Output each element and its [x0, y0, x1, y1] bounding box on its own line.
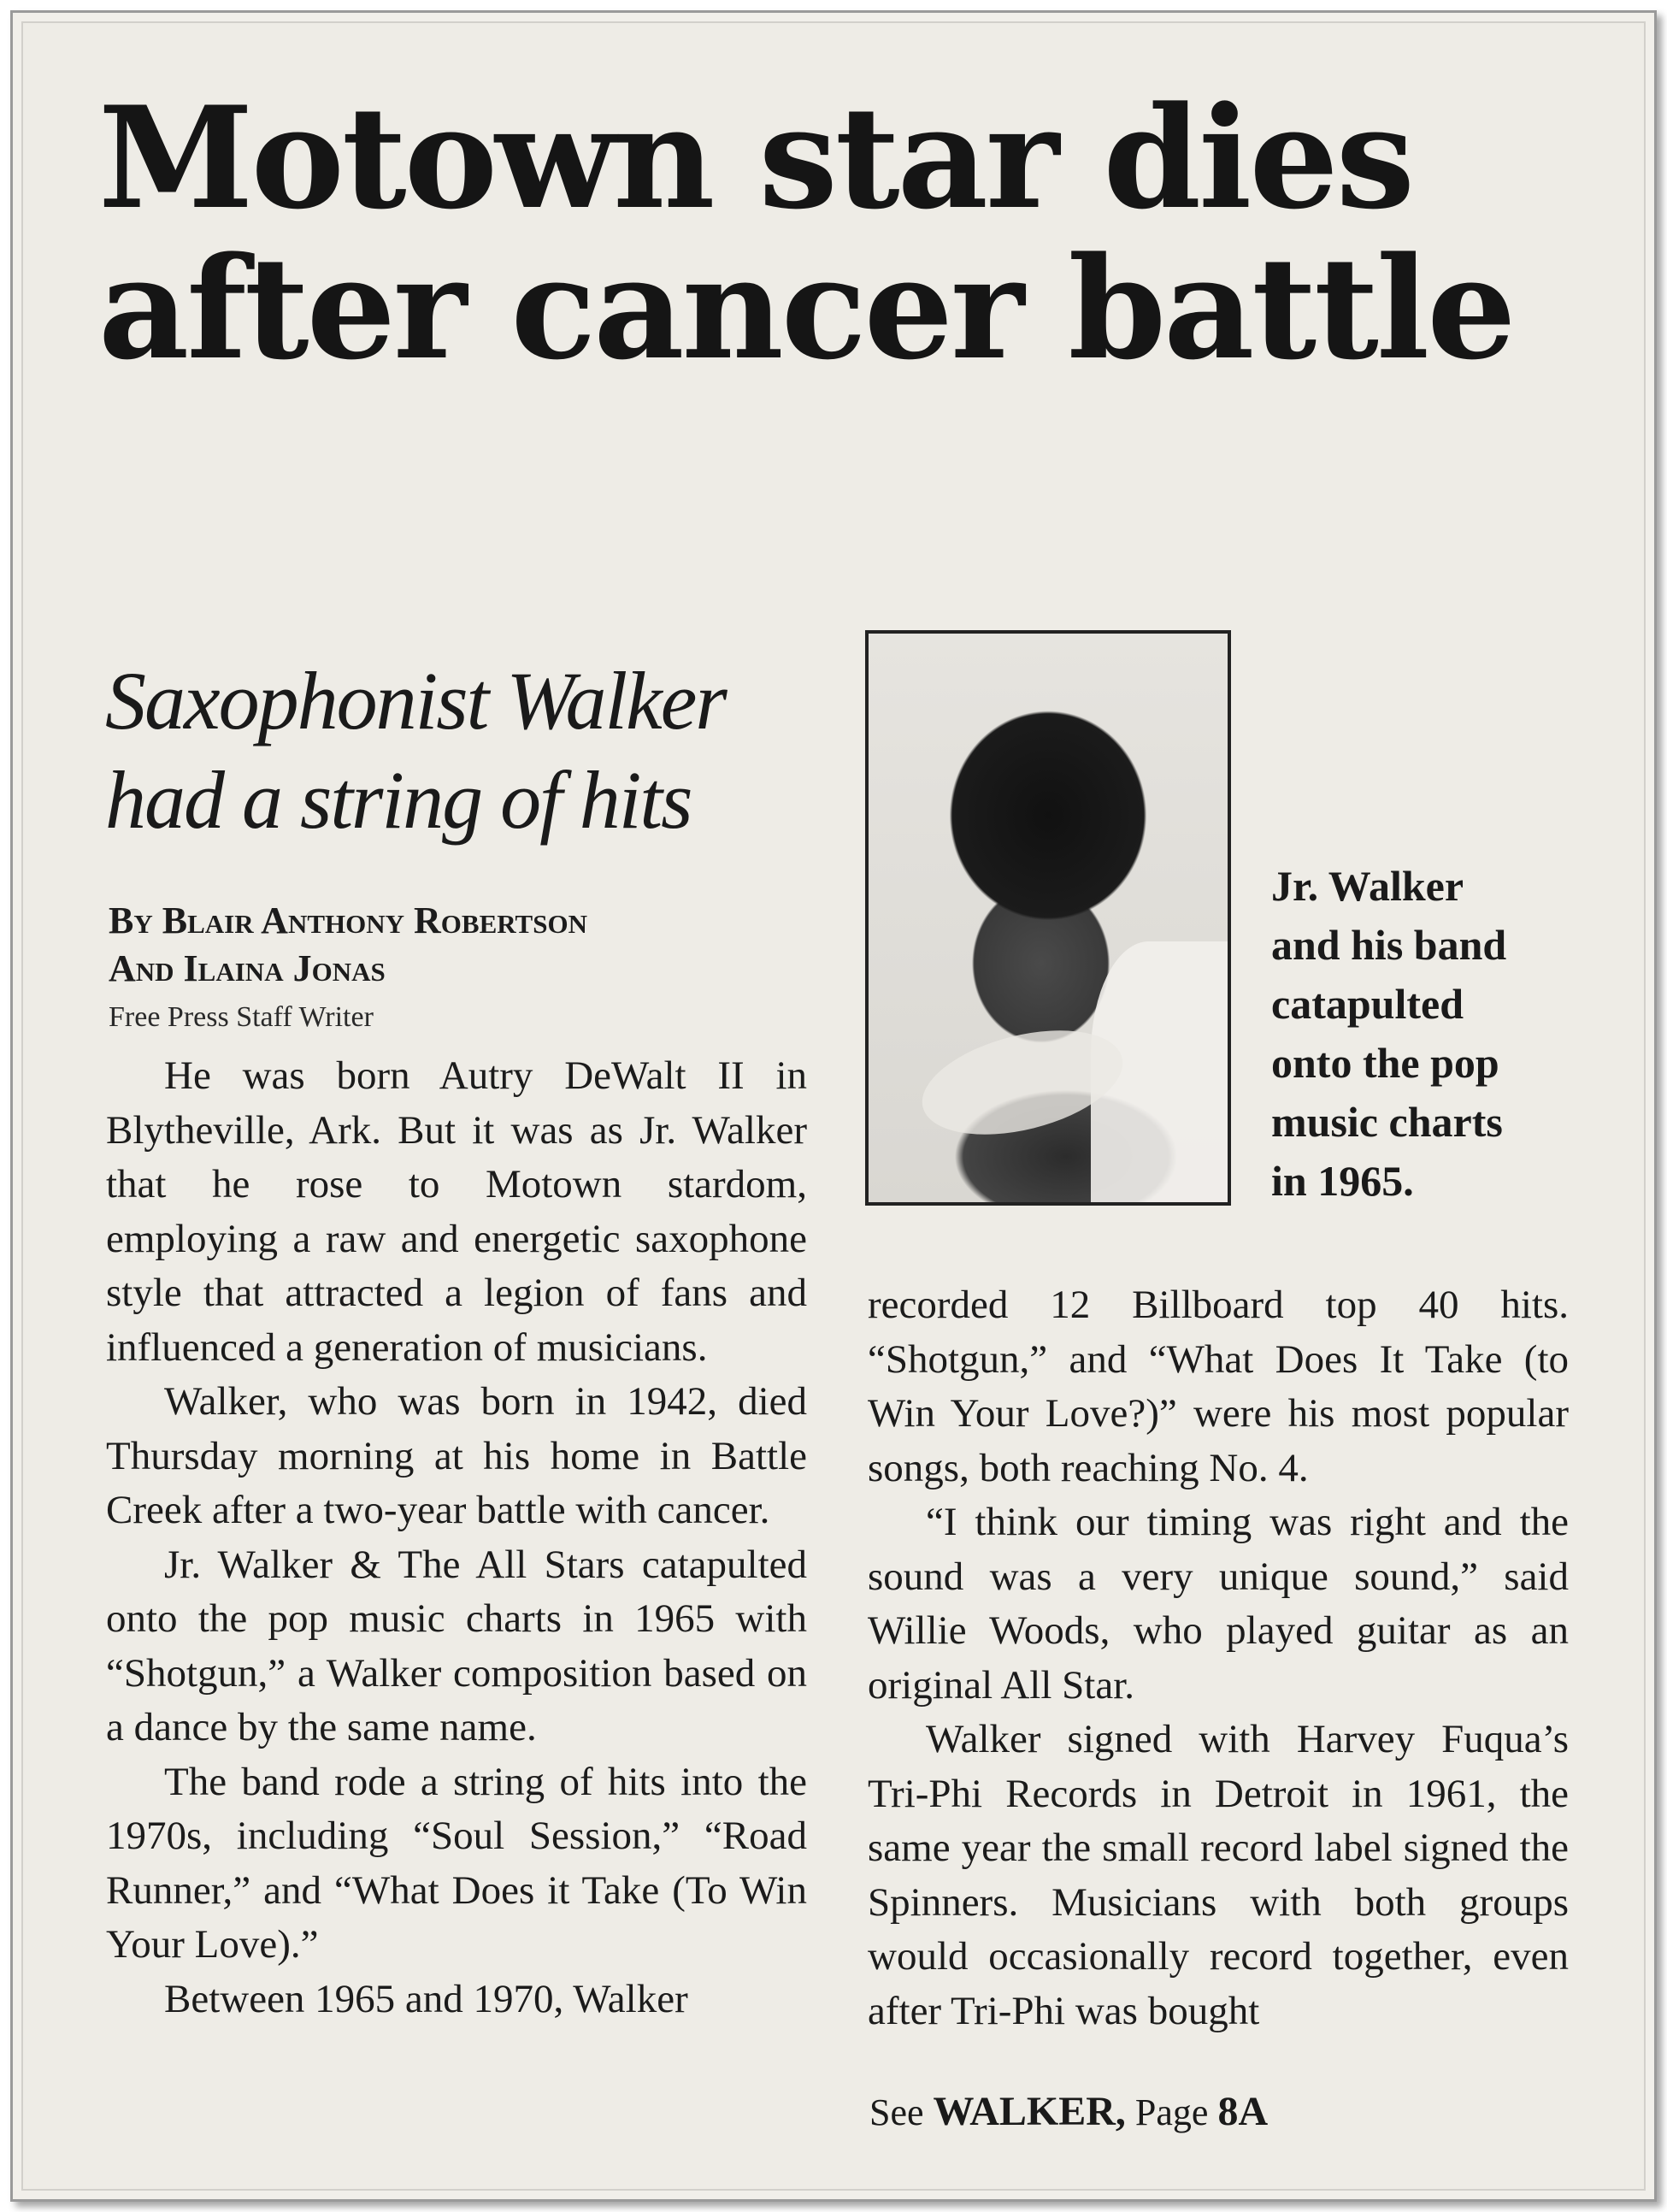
caption-line: onto the pop: [1271, 1039, 1499, 1087]
paragraph: He was born Autry DeWalt II in Blytheville, Ark. But it was as Jr. Walker that he rose to Motown stardom, employing a raw and energetic saxophone style that attracted a legion of fans and influenced a generation of musicians.: [106, 1053, 807, 1370]
paragraph: recorded 12 Billboard top 40 hits. “Shotgun,” and “What Does It Take (to Win Your Love?)” were his most popular songs, both reaching No. 4.: [868, 1283, 1569, 1490]
subheadline-line-1: Saxophonist Walker: [105, 655, 726, 746]
paragraph: “I think our timing was right and the sound was a very unique sound,” said Willie Woods, who played guitar as an original All Star.: [868, 1500, 1569, 1708]
paragraph: Jr. Walker & The All Stars catapulted onto the pop music charts in 1965 with “Shotgun,” a Walker composition based on a dance by the same name.: [106, 1542, 807, 1749]
portrait-photo: [865, 630, 1231, 1206]
headline: [98, 75, 1569, 391]
jump-name: WALKER,: [933, 2089, 1126, 2134]
photo-caption: [1271, 857, 1579, 1211]
caption-line: Jr. Walker: [1271, 862, 1464, 910]
jump-page-label: Page: [1134, 2091, 1209, 2133]
byline-line-1: By Blair Anthony Robertson: [109, 900, 587, 941]
newspaper-clipping: [21, 21, 1646, 2191]
caption-line: catapulted: [1271, 980, 1464, 1028]
byline: [109, 897, 792, 993]
subheadline-line-2: had a string of hits: [105, 754, 692, 846]
headline-line-1: Motown star dies: [98, 75, 1413, 240]
article-column-2: [868, 1278, 1569, 2038]
paragraph: The band rode a string of hits into the 1970s, including “Soul Session,” “Road Runner,” and “What Does it Take (To Win Your Love).”: [106, 1759, 807, 1967]
clipping-frame: [10, 10, 1657, 2202]
paragraph: Walker signed with Harvey Fuqua’s Tri-Phi Records in Detroit in 1961, the same year the small record label signed the Spinners. Musicians with both groups would occasionally record together, even after Tri-Phi was bought: [868, 1717, 1569, 2033]
jump-prefix: See: [869, 2091, 924, 2133]
staff-writer-credit: Free Press Staff Writer: [109, 1001, 374, 1033]
byline-line-2: And Ilaina Jonas: [109, 947, 386, 989]
paragraph: Between 1965 and 1970, Walker: [164, 1976, 688, 2021]
jump-page-number: 8A: [1217, 2089, 1269, 2134]
caption-line: music charts: [1271, 1098, 1503, 1146]
paragraph: Walker, who was born in 1942, died Thursday morning at his home in Battle Creek after a two-year battle with cancer.: [106, 1379, 807, 1532]
headline-line-2: after cancer battle: [98, 226, 1514, 391]
subheadline: [105, 652, 823, 850]
article-column-1: [106, 1049, 807, 2026]
continuation-line: [869, 2088, 1268, 2135]
caption-line: and his band: [1271, 921, 1507, 969]
caption-line: in 1965.: [1271, 1157, 1414, 1205]
